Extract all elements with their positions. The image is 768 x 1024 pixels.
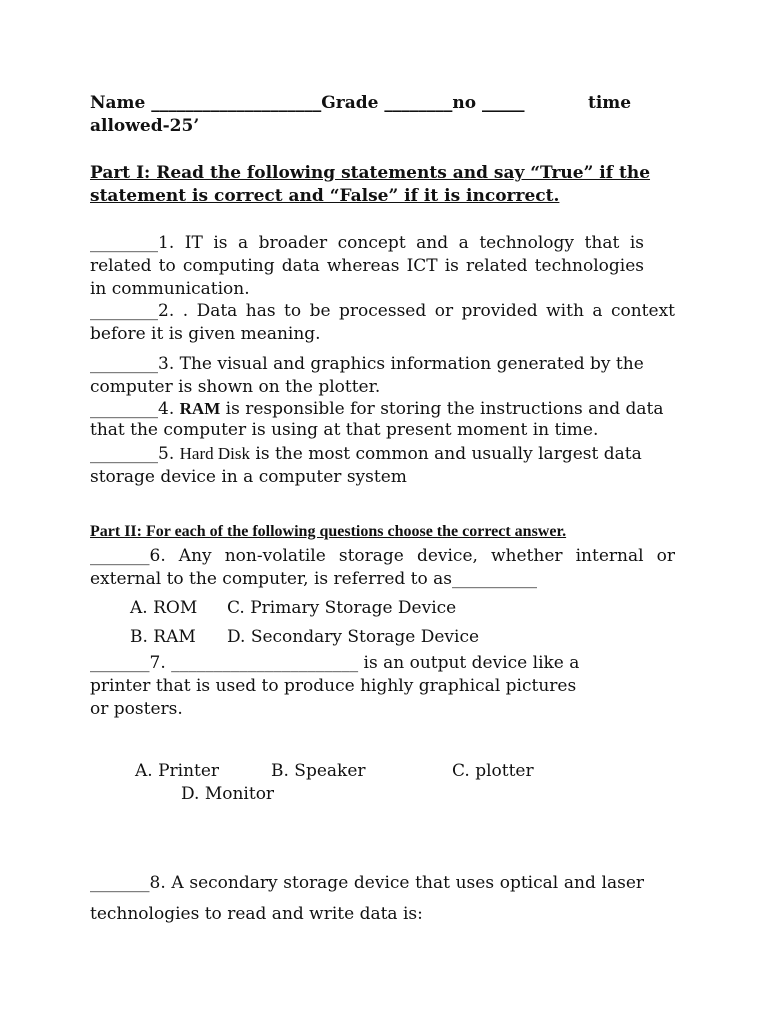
question-5: ________5. Hard Disk is the most common and usually largest data storage device in a computer system — [90, 444, 642, 487]
part1-heading-line1: Part I: Read the following statements and say “True” if the — [90, 163, 651, 183]
q7-option-a: A. Printer — [135, 761, 220, 781]
question-7: _______7. ______________________ is an output device like a printer that is used to produce highly graphical pictures or posters. — [90, 653, 580, 719]
name-grade-no-field: Name ____________________Grade ________no _____ — [90, 93, 525, 113]
question-3: ________3. The visual and graphics information generated by the computer is shown on the plotter. — [90, 354, 644, 397]
q6-option-d: D. Secondary Storage Device — [227, 627, 480, 647]
q7-option-c: C. plotter — [452, 761, 534, 781]
part1-heading — [90, 162, 690, 208]
question-4: ________4. RAM is responsible for storing the instructions and data that the computer is using at that present moment in time. — [90, 399, 664, 440]
part1-heading-line2: statement is correct and “False” if it is incorrect. — [90, 186, 560, 206]
question-8: _______8. A secondary storage device that uses optical and laser technologies to read and write data is: — [90, 873, 644, 924]
q6-option-b: B. RAM — [130, 627, 196, 647]
question-2: ________2. . Data has to be processed or provided with a context before it is given meaning. — [90, 301, 675, 344]
time-label: time — [588, 93, 632, 113]
question-1: ________1. IT is a broader concept and a technology that is related to computing data whereas ICT is related technologies in communication. — [90, 233, 644, 299]
question-6: _______6. Any non-volatile storage device, whether internal or external to the computer, is referred to as__________ — [90, 546, 675, 589]
part2-heading: Part II: For each of the following questions choose the correct answer. — [90, 523, 567, 540]
q7-option-b: B. Speaker — [271, 761, 366, 781]
q6-option-a: A. ROM — [130, 598, 198, 618]
header-line-1 — [90, 92, 675, 115]
q7-option-d: D. Monitor — [181, 784, 275, 804]
term-ram: RAM — [179, 399, 221, 418]
q6-option-c: C. Primary Storage Device — [227, 598, 457, 618]
term-hard-disk: Hard Disk — [179, 444, 250, 463]
time-allowed: allowed-25’ — [90, 116, 200, 136]
